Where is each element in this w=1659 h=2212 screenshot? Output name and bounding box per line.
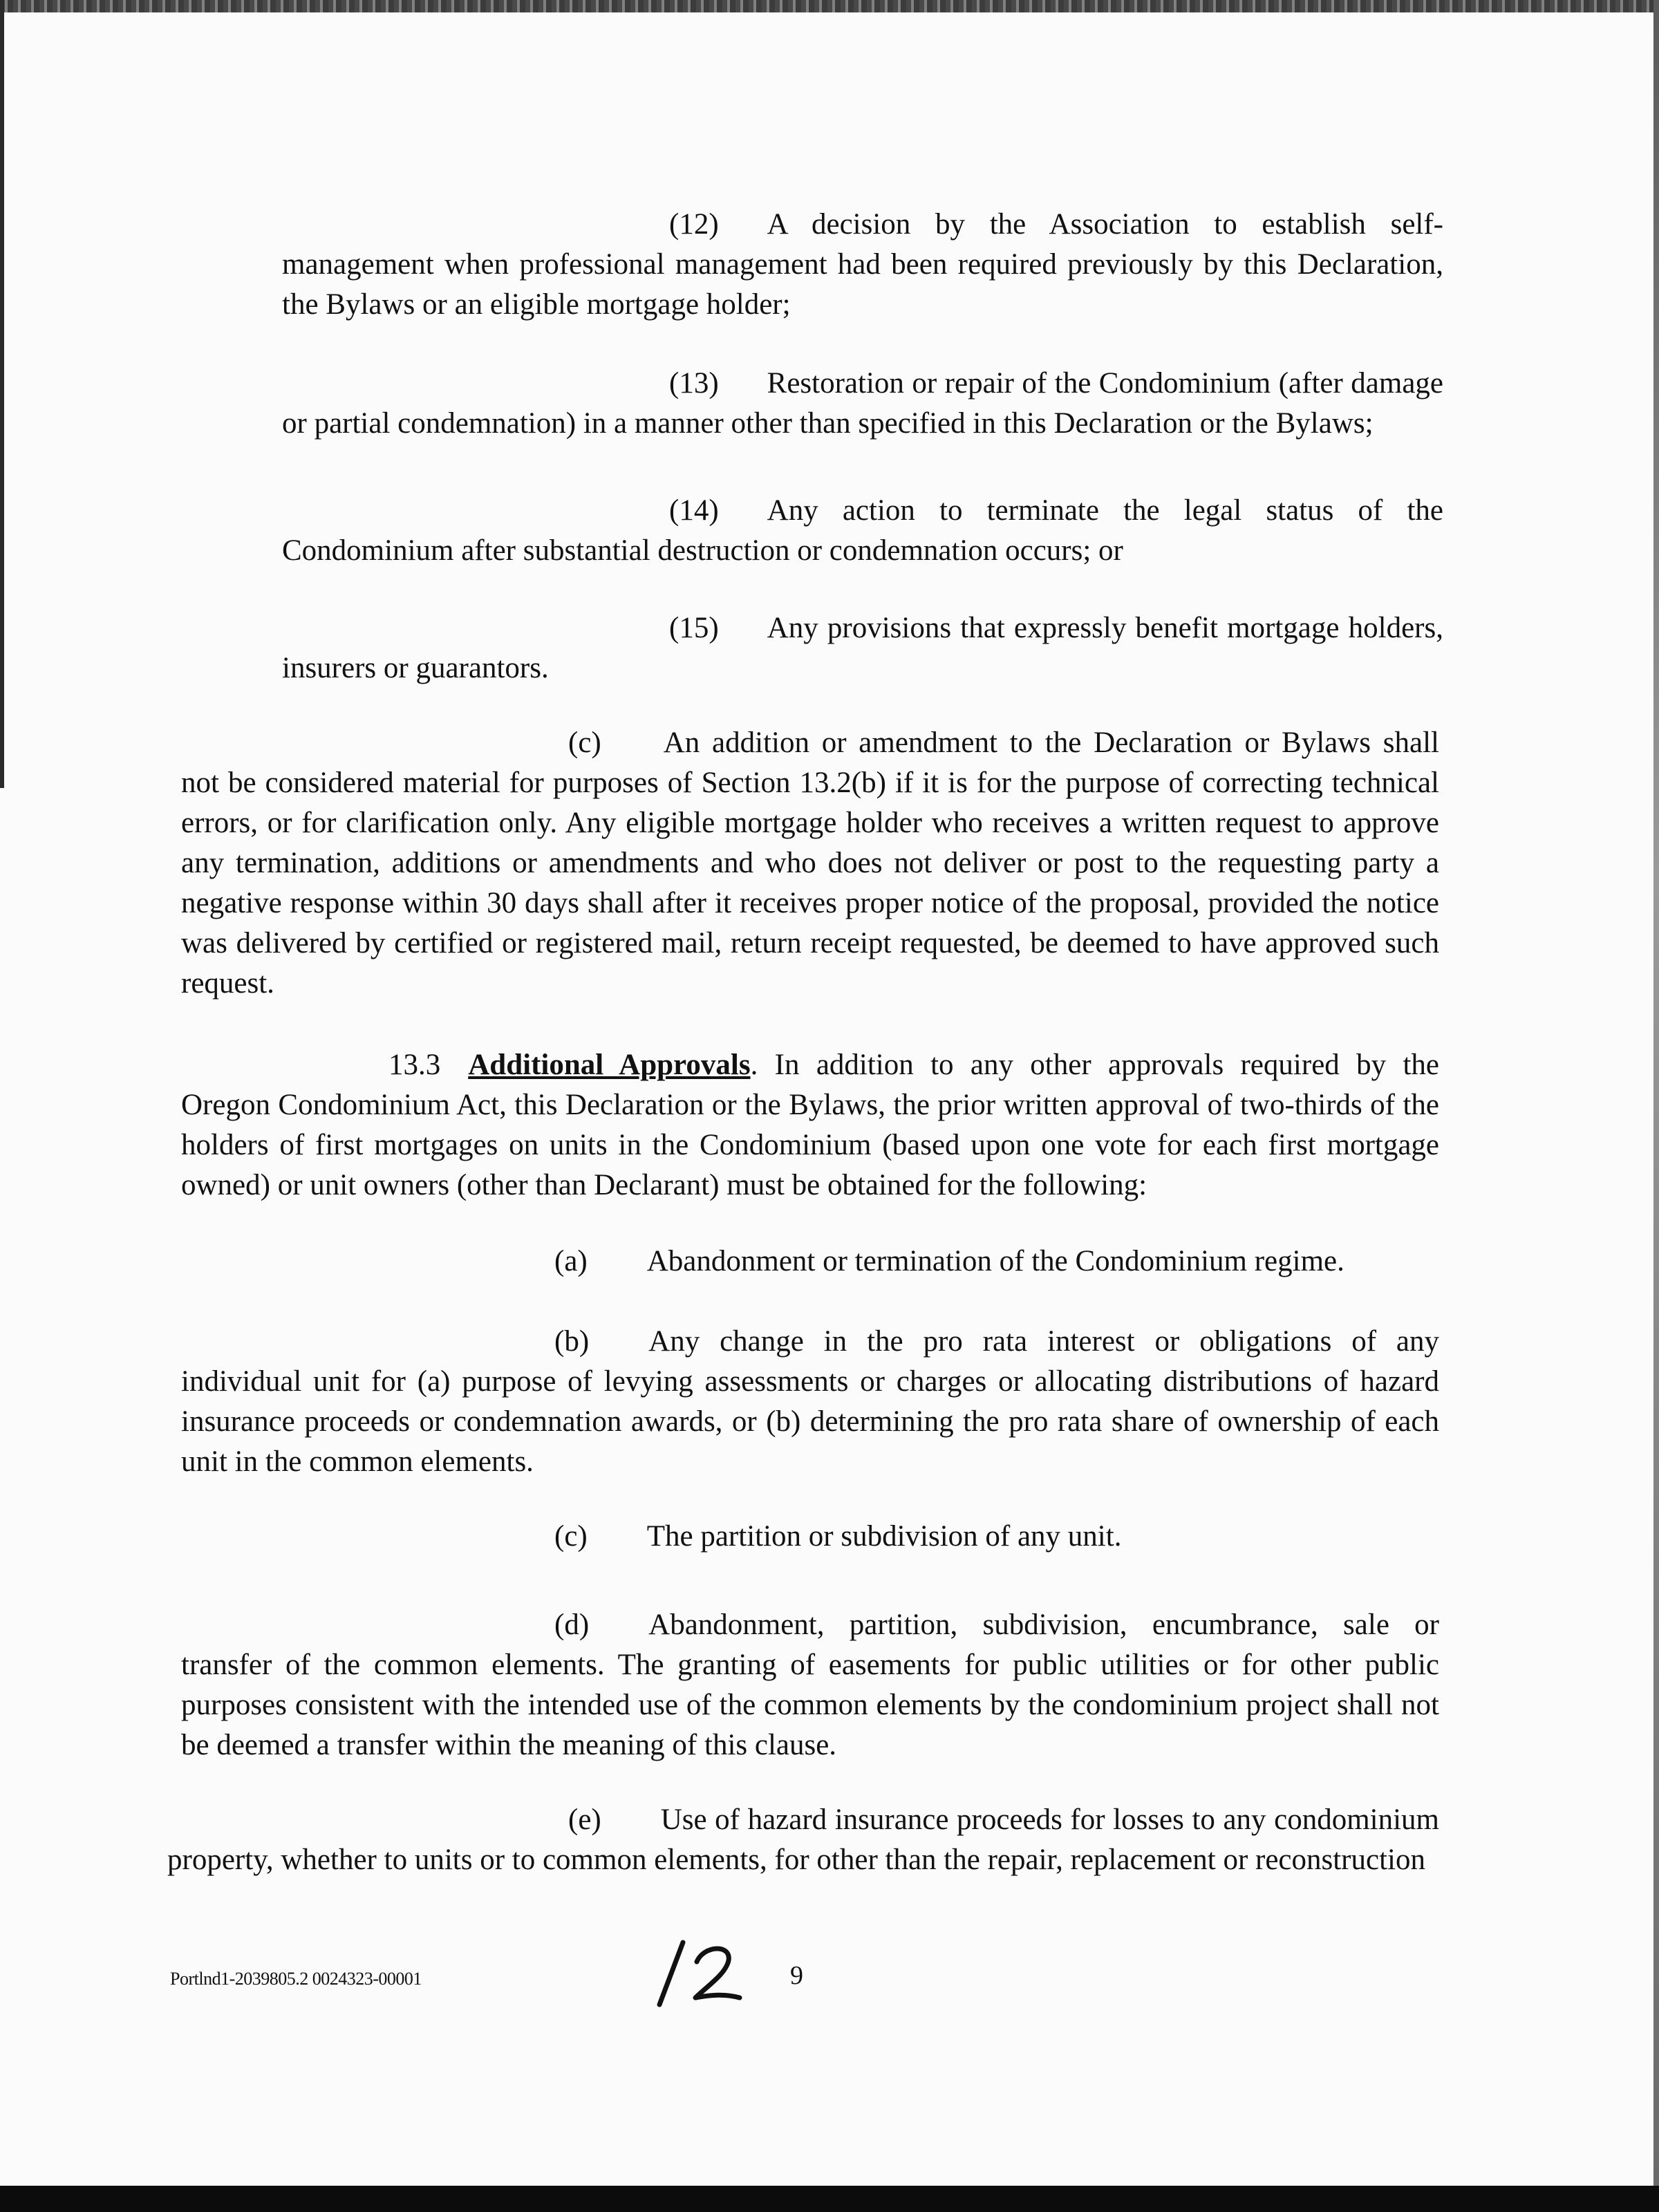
scan-edge-top — [0, 0, 1659, 12]
item-number: (12) — [669, 208, 719, 241]
section-number: 13.3 — [388, 1049, 441, 1081]
scan-edge-left — [0, 0, 4, 788]
section-13-3 — [181, 1045, 1439, 1206]
handwritten-page-mark — [647, 1936, 751, 2012]
document-reference: Portlnd1-2039805.2 0024323-00001 — [170, 1969, 422, 1989]
item-12 — [282, 205, 1443, 325]
clause-b — [181, 1322, 1439, 1482]
clause-d — [181, 1605, 1439, 1765]
item-number: (14) — [669, 494, 719, 527]
item-number: (c) — [554, 1520, 588, 1553]
item-number: (d) — [554, 1609, 590, 1641]
item-text: Any change in the pro rata interest or obligations of any individual unit for (a) purpose of levying assessments or charges or allocating distributions of hazard insurance proceeds or condemnation awards, or (b) determining the pro rata share of ownership of each unit in the common elements. — [181, 1325, 1439, 1478]
item-text: Abandonment, partition, subdivision, encumbrance, sale or transfer of the common elements. The granting of easements for public utilities or for other public purposes consistent with the intended use of the common elements by the condominium project shall not be deemed a transfer within the meaning of this clause. — [181, 1609, 1439, 1761]
item-number: (c) — [568, 727, 601, 759]
section-heading: Additional Approvals — [468, 1049, 751, 1081]
item-number: (a) — [554, 1245, 588, 1277]
item-text: Abandonment or termination of the Condominium regime. — [646, 1245, 1344, 1277]
clause-c-partition — [181, 1517, 1439, 1557]
item-15 — [282, 608, 1443, 688]
section-text: . In addition to any other approvals required by the Oregon Condominium Act, this Declaration or the Bylaws, the prior written approval of two-thirds of the holders of first mortgages on units in the Condominium (based upon one vote for each first mortgage owned) or unit owners (other than Declarant) must be obtained for the following: — [181, 1049, 1439, 1201]
item-14 — [282, 491, 1443, 571]
item-text: Restoration or repair of the Condominium (after damage or partial condemnation) in a manner other than specified in this Declaration or the Bylaws; — [282, 367, 1443, 440]
page-number: 9 — [790, 1961, 803, 1990]
item-text: Any provisions that expressly benefit mortgage holders, insurers or guarantors. — [282, 612, 1443, 684]
scan-edge-right — [1653, 0, 1659, 2186]
item-text: Any action to terminate the legal status of the Condominium after substantial destruction or condemnation occurs; or — [282, 494, 1443, 567]
item-text: An addition or amendment to the Declaration or Bylaws shall not be considered material for purposes of Section 13.2(b) if it is for the purpose of correcting technical errors, or for clarification only. Any eligible mortgage holder who receives a written request to approve any termination, additions or amendments and who does not deliver or post to the requesting party a negative response within 30 days shall after it receives proper notice of the proposal, provided the notice was delivered by certified or registered mail, return receipt requested, be deemed to have approved such request. — [181, 727, 1439, 1000]
item-text: A decision by the Association to establish self-management when professional management had been required previously by this Declaration, the Bylaws or an eligible mortgage holder; — [282, 208, 1443, 321]
clause-e — [167, 1800, 1439, 1880]
item-text: The partition or subdivision of any unit. — [646, 1520, 1122, 1553]
scan-edge-bottom — [0, 2186, 1659, 2212]
clause-a — [181, 1241, 1439, 1282]
item-number: (e) — [568, 1803, 601, 1836]
item-number: (13) — [669, 367, 719, 400]
clause-c-amendments — [181, 723, 1439, 1004]
item-number: (15) — [669, 612, 719, 644]
item-text: Use of hazard insurance proceeds for losses to any condominium property, whether to units or to common elements, for other than the repair, replacement or reconstruction — [167, 1803, 1439, 1876]
item-13 — [282, 364, 1443, 444]
item-number: (b) — [554, 1325, 590, 1358]
